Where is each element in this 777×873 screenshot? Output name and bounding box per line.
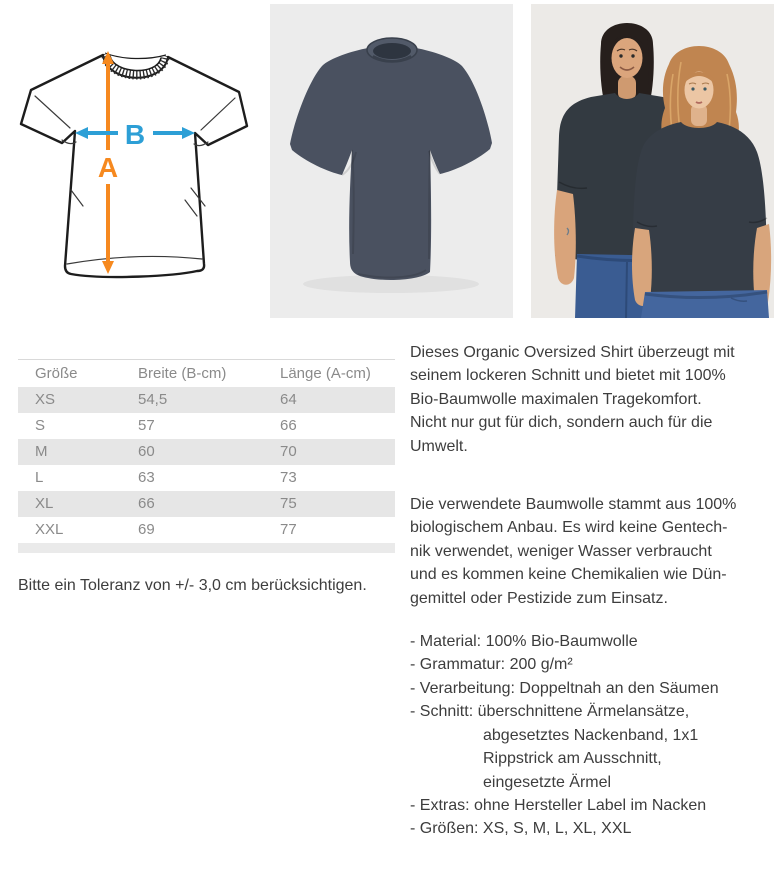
product-photo-front[interactable]: [270, 4, 513, 318]
tshirt-measurement-diagram: [15, 40, 250, 285]
description-line: und es kommen keine Chemikalien wie Dün-: [410, 566, 727, 584]
size-table-header-row: [18, 360, 395, 387]
product-description: [410, 341, 774, 841]
width-cell: 66: [138, 495, 155, 512]
description-line: Die verwendete Baumwolle stammt aus 100%: [410, 496, 737, 514]
size-row-m: [18, 439, 395, 465]
size-cell: XS: [35, 391, 56, 408]
length-cell: 75: [280, 495, 297, 512]
table-footer-strip: [18, 543, 395, 553]
measure-label-b: B: [124, 119, 146, 150]
size-cell: XL: [35, 495, 54, 512]
spec-line-schnitt-cont: eingesetzte Ärmel: [483, 773, 612, 791]
size-cell: S: [35, 417, 46, 434]
spec-line-grammatur: - Grammatur: 200 g/m²: [410, 656, 573, 674]
size-cell: L: [35, 469, 44, 486]
width-cell: 69: [138, 521, 155, 538]
width-cell: 57: [138, 417, 155, 434]
tolerance-note: Bitte ein Toleranz von +/- 3,0 cm berücksichtigen.: [18, 576, 367, 594]
length-cell: 73: [280, 469, 297, 486]
length-cell: 64: [280, 391, 297, 408]
product-specs-list: [410, 630, 774, 841]
measure-label-a: A: [97, 152, 119, 183]
description-paragraph-2: [410, 493, 774, 610]
spec-line-schnitt-cont: abgesetztes Nackenband, 1x1: [483, 726, 699, 744]
description-line: Nicht nur gut für dich, sondern auch für die: [410, 414, 713, 432]
product-photo-models[interactable]: [531, 4, 774, 318]
spec-line-schnitt: - Schnitt: überschnittene Ärmelansätze,: [410, 703, 690, 721]
size-row-xxl: [18, 517, 395, 543]
description-line: nik verwendet, weniger Wasser verbraucht: [410, 542, 712, 560]
size-row-l: [18, 465, 395, 491]
description-line: Bio-Baumwolle maximalen Tragekomfort.: [410, 390, 702, 408]
description-line: Dieses Organic Oversized Shirt überzeugt mit: [410, 344, 735, 361]
description-line: seinem lockeren Schnitt und bietet mit 100%: [410, 367, 726, 385]
description-paragraph-1: [410, 341, 774, 458]
width-cell: 63: [138, 469, 155, 486]
tshirt-outline: [21, 55, 247, 277]
width-cell: 54,5: [138, 391, 168, 408]
spec-line-verarbeitung: - Verarbeitung: Doppeltnah an den Säumen: [410, 679, 719, 697]
size-row-xl: [18, 491, 395, 517]
female-model: [632, 46, 771, 318]
spec-line-extras: - Extras: ohne Hersteller Label im Nacken: [410, 796, 707, 814]
width-cell: 60: [138, 443, 155, 460]
size-diagram-image[interactable]: [0, 4, 262, 318]
oversized-shirt-front-graphic: [270, 4, 513, 318]
size-cell: XXL: [35, 521, 64, 538]
shirt-body: [290, 48, 492, 280]
col-header-size: Größe: [35, 364, 78, 382]
spec-line-groessen: - Größen: XS, S, M, L, XL, XXL: [410, 820, 632, 838]
models-wearing-shirt-graphic: [531, 4, 774, 318]
length-cell: 77: [280, 521, 297, 538]
length-cell: 70: [280, 443, 297, 460]
size-table: [18, 359, 395, 543]
size-cell: M: [35, 443, 48, 460]
description-line: biologischem Anbau. Es wird keine Gentech-: [410, 519, 728, 537]
size-row-s: [18, 413, 395, 439]
spec-line-schnitt-cont: Rippstrick am Ausschnitt,: [483, 750, 662, 768]
description-line: gemittel oder Pestizide zum Einsatz.: [410, 589, 668, 607]
description-line: Umwelt.: [410, 437, 468, 455]
col-header-length: Länge (A-cm): [280, 364, 371, 382]
size-row-xs: [18, 387, 395, 413]
collar: [367, 38, 417, 62]
size-guide: [18, 359, 395, 595]
col-header-width: Breite (B-cm): [138, 364, 227, 382]
spec-line-material: - Material: 100% Bio-Baumwolle: [410, 633, 638, 651]
length-cell: 66: [280, 417, 297, 434]
